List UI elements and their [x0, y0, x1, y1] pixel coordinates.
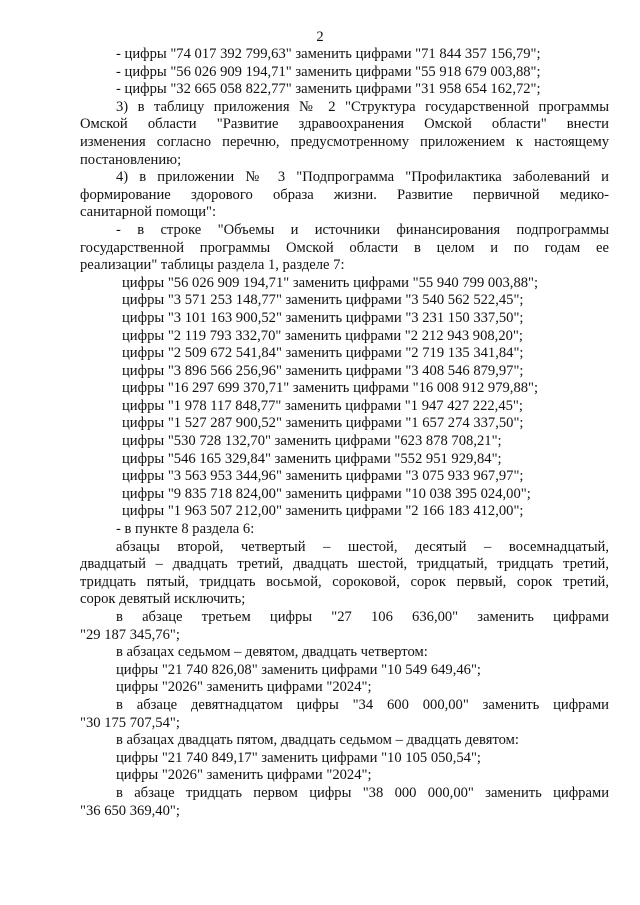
text-line: цифры "530 728 132,70" заменить цифрами "623 878 708,21";: [122, 433, 502, 450]
text-line: - в пункте 8 раздела 6:: [116, 521, 255, 538]
text-line: цифры "21 740 849,17" заменить цифрами "10 105 050,54";: [116, 749, 481, 766]
text-line: - цифры "32 665 058 822,77" заменить цифрами "31 958 654 162,72";: [116, 81, 541, 98]
text-line: 4) в приложении № 3 "Подпрограмма "Профилактика заболеваний и: [116, 169, 609, 186]
text-line: - цифры "74 017 392 799,63" заменить цифрами "71 844 357 156,79";: [116, 46, 541, 62]
text-line: в абзаце третьем цифры "27 106 636,00" заменить цифрами: [116, 609, 609, 625]
text-line: цифры "2 119 793 332,70" заменить цифрами "2 212 943 908,20";: [122, 327, 523, 344]
text-line: цифры "546 165 329,84" заменить цифрами "552 951 929,84";: [122, 450, 502, 467]
text-line: цифры "9 835 718 824,00" заменить цифрами "10 038 395 024,00";: [122, 485, 531, 502]
text-line: сорок девятый исключить;: [80, 591, 246, 608]
text-line: цифры "2 509 672 541,84" заменить цифрами "2 719 135 341,84";: [122, 345, 524, 362]
text-line: в абзацах седьмом – девятом, двадцать четвертом:: [116, 644, 428, 661]
text-line: цифры "21 740 826,08" заменить цифрами "10 549 649,46";: [116, 661, 481, 678]
text-line: цифры "3 563 953 344,96" заменить цифрами "3 075 933 967,97";: [122, 468, 524, 485]
text-line: 3) в таблицу приложения № 2 "Структура государственной программы: [116, 98, 609, 115]
text-line: цифры "3 101 163 900,52" заменить цифрами "3 231 150 337,50";: [122, 309, 524, 326]
text-line: изменения согласно перечню, предусмотренному приложением к настоящему: [80, 133, 609, 150]
text-line: цифры "16 297 699 370,71" заменить цифрами "16 008 912 979,88";: [122, 380, 539, 397]
text-line: реализации" таблицы раздела 1, разделе 7:: [80, 257, 345, 274]
text-line: - в строке "Объемы и источники финансирования подпрограммы: [116, 221, 609, 238]
text-line: цифры "2026" заменить цифрами "2024";: [116, 767, 372, 784]
text-line: цифры "3 896 566 256,96" заменить цифрами "3 408 546 879,97";: [122, 362, 524, 379]
text-line: в абзацах двадцать пятом, двадцать седьмом – двадцать девятом:: [116, 732, 519, 749]
text-line: в абзаце девятнадцатом цифры "34 600 000,00" заменить цифрами: [116, 696, 609, 713]
text-line: государственной программы Омской области в целом и по годам ее: [80, 239, 609, 256]
page-number: 2: [316, 29, 324, 45]
text-line: цифры "3 571 253 148,77" заменить цифрами "3 540 562 522,45";: [122, 292, 524, 309]
text-line: "30 175 707,54";: [80, 714, 180, 731]
document-body: [80, 46, 609, 820]
text-line: цифры "1 527 287 900,52" заменить цифрами "1 657 274 337,50";: [122, 415, 524, 432]
text-line: в абзаце тридцать первом цифры "38 000 000,00" заменить цифрами: [116, 784, 609, 801]
text-line: двадцатый – двадцать третий, двадцать шестой, тридцатый, тридцать третий,: [80, 556, 609, 573]
text-line: цифры "56 026 909 194,71" заменить цифрами "55 940 799 003,88";: [122, 274, 539, 291]
text-line: Омской области "Развитие здравоохранения Омской области" внести: [80, 116, 609, 133]
text-line: формирование здорового образа жизни. Развитие первичной медико-: [80, 186, 609, 203]
text-line: цифры "1 963 507 212,00" заменить цифрами "2 166 183 412,00";: [122, 503, 524, 520]
text-line: тридцать пятый, тридцать восьмой, сороковой, сорок первый, сорок третий,: [80, 573, 609, 590]
text-line: "29 187 345,76";: [80, 626, 180, 643]
text-line: постановлению;: [80, 151, 182, 168]
text-line: цифры "1 978 117 848,77" заменить цифрами "1 947 427 222,45";: [122, 397, 523, 414]
text-line: - цифры "56 026 909 194,71" заменить цифрами "55 918 679 003,88";: [116, 63, 541, 80]
text-line: абзацы второй, четвертый – шестой, десятый – восемнадцатый,: [116, 538, 609, 555]
text-line: "36 650 369,40";: [80, 802, 180, 819]
text-line: санитарной помощи":: [80, 204, 217, 221]
text-line: цифры "2026" заменить цифрами "2024";: [116, 679, 372, 696]
